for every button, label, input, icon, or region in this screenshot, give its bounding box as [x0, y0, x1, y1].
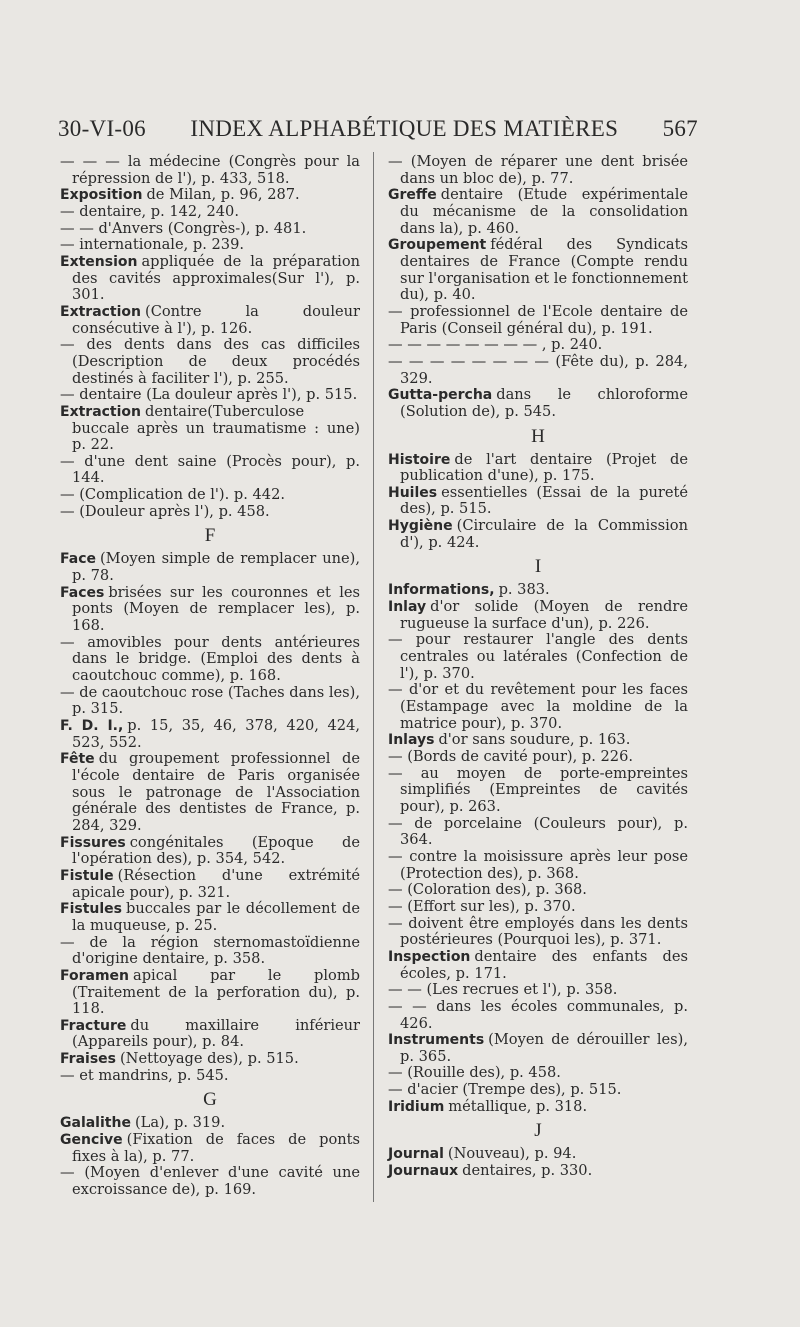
index-entry: [388, 599, 688, 632]
entry-text: — — d'Anvers (Congrès-), p. 481.: [60, 219, 307, 237]
entry-text: — de la région sternomastoïdienne d'origine dentaire, p. 358.: [60, 933, 360, 968]
index-entry: [60, 868, 360, 901]
index-entry: [388, 187, 688, 237]
left-column: [60, 154, 360, 1199]
entry-text: p. 383.: [498, 581, 550, 599]
entry-text: — (Coloration des), p. 368.: [388, 881, 587, 899]
index-subentry: [388, 682, 688, 732]
entry-text: — d'or et du revêtement pour les faces (Estampage avec la moldine de la matrice pour), p. 370.: [388, 681, 688, 732]
index-subentry: [60, 387, 360, 404]
entry-text: fédéral des Syndicats dentaires de France (Compte rendu sur l'organisation et le fonctionnement du), p. 40.: [400, 236, 688, 304]
index-entry: [60, 968, 360, 1018]
index-entry: [388, 387, 688, 420]
entry-text: — et mandrins, p. 545.: [60, 1066, 229, 1084]
entry-text: appliquée de la préparation des cavités approximales(Sur l'), p. 301.: [72, 252, 360, 304]
entry-text: (Contre la douleur consécutive à l'), p. 126.: [72, 302, 360, 337]
entry-text: essentielles (Essai de la pureté des), p. 515.: [400, 483, 688, 518]
index-subentry: [60, 504, 360, 521]
index-entry: [388, 1032, 688, 1065]
index-subentry: [388, 899, 688, 916]
index-entry: [388, 949, 688, 982]
index-entry: [60, 404, 360, 454]
entry-headword: Face: [60, 551, 96, 568]
entry-headword: Groupement: [388, 237, 487, 254]
index-entry: [60, 718, 360, 751]
index-entry: [60, 187, 360, 204]
entry-text: — — dans les écoles communales, p. 426.: [388, 997, 688, 1032]
index-subentry: [60, 1068, 360, 1085]
index-subentry: [388, 999, 688, 1032]
index-entry: [60, 551, 360, 584]
entry-text: apical par le plomb (Traitement de la perforation du), p. 118.: [72, 966, 360, 1018]
entry-headword: Greffe: [388, 187, 437, 204]
entry-text: — internationale, p. 239.: [60, 236, 244, 254]
entry-text: — de caoutchouc rose (Taches dans les), p. 315.: [60, 683, 360, 718]
entry-headword: Journaux: [388, 1163, 459, 1180]
entry-headword: F. D. I.,: [60, 718, 124, 734]
entry-headword: Huiles: [388, 484, 438, 501]
entry-text: dans le chloroforme (Solution de), p. 545.: [400, 386, 688, 420]
entry-headword: Foramen: [60, 967, 130, 984]
entry-text: — — — — — — — — , p. 240.: [388, 336, 603, 354]
index-subentry: [388, 1082, 688, 1099]
index-entry: [388, 1099, 688, 1116]
entry-text: — — — — — — — — (Fête du), p. 284, 329.: [388, 352, 688, 387]
page-title: INDEX ALPHABÉTIQUE DES MATIÈRES: [190, 116, 619, 141]
entry-text: — professionnel de l'Ecole dentaire de Paris (Conseil général du), p. 191.: [388, 302, 688, 337]
entry-text: (Circulaire de la Commission d'), p. 424.: [400, 517, 688, 551]
entry-text: buccales par le décollement de la muqueuse, p. 25.: [72, 900, 360, 934]
entry-text: (Moyen de dérouiller les), p. 365.: [400, 1031, 688, 1065]
entry-text: — (Rouille des), p. 458.: [388, 1064, 561, 1082]
index-subentry: [60, 204, 360, 221]
index-subentry: [388, 749, 688, 766]
entry-headword: Inspection: [388, 948, 471, 965]
entry-text: — (Complication de l'). p. 442.: [60, 486, 286, 504]
entry-headword: Instruments: [388, 1032, 485, 1049]
index-entry: [388, 1163, 688, 1180]
entry-text: congénitales (Epoque de l'opération des), p. 354, 542.: [72, 833, 360, 868]
section-letter: H: [531, 425, 545, 447]
entry-text: — dentaire (La douleur après l'), p. 515.: [60, 386, 358, 404]
index-subentry: [388, 766, 688, 816]
column-divider: [373, 152, 374, 1202]
entry-headword: Inlays: [388, 732, 435, 749]
entry-text: — (Douleur après l'), p. 458.: [60, 502, 270, 520]
entry-headword: Galalithe: [60, 1115, 131, 1132]
entry-text: (Fixation de faces de ponts fixes à la), p. 77.: [72, 1131, 360, 1165]
entry-headword: Fistule: [60, 867, 114, 884]
index-subentry: [388, 816, 688, 849]
issue-date: 30-VI-06: [58, 116, 146, 141]
entry-text: — dentaire, p. 142, 240.: [60, 202, 239, 220]
section-letter: I: [534, 556, 542, 578]
index-subentry: [60, 635, 360, 685]
index-entry: [60, 1115, 360, 1132]
entry-text: — des dents dans des cas difficiles (Description de deux procédés destinés à faciliter l'), p. 255.: [60, 336, 360, 387]
index-entry: [60, 304, 360, 337]
entry-headword: Gutta-percha: [388, 387, 493, 404]
entry-text: — doivent être employés dans les dents postérieures (Pourquoi les), p. 371.: [388, 914, 688, 949]
index-entry: [388, 732, 688, 749]
entry-headword: Fracture: [60, 1017, 127, 1034]
entry-text: — de porcelaine (Couleurs pour), p. 364.: [388, 814, 688, 849]
entry-text: — au moyen de porte-empreintes simplifiés (Empreintes de cavités pour), p. 263.: [388, 764, 688, 815]
entry-text: de Milan, p. 96, 287.: [146, 186, 300, 204]
index-subentry: [388, 354, 688, 387]
entry-headword: Fissures: [60, 834, 126, 851]
entry-headword: Extraction: [60, 403, 142, 420]
entry-text: dentaire des enfants des écoles, p. 171.: [400, 947, 688, 982]
entry-text: de l'art dentaire (Projet de publication d'une), p. 175.: [400, 450, 688, 485]
entry-headword: Fête: [60, 751, 95, 768]
index-subentry: [388, 916, 688, 949]
index-subentry: [60, 935, 360, 968]
index-entry: [388, 452, 688, 485]
index-entry: [60, 254, 360, 304]
entry-text: (Nettoyage des), p. 515.: [119, 1050, 299, 1068]
entry-text: d'or solide (Moyen de rendre rugueuse la surface d'un), p. 226.: [400, 598, 688, 632]
index-entry: [60, 1051, 360, 1068]
entry-text: p. 15, 35, 46, 378, 420, 424, 523, 552.: [72, 717, 360, 751]
index-subentry: [60, 337, 360, 387]
entry-text: du maxillaire inférieur (Appareils pour), p. 84.: [72, 1016, 360, 1051]
index-subentry: [60, 487, 360, 504]
index-entry: [60, 1132, 360, 1165]
index-subentry: [388, 154, 688, 187]
index-subentry: [388, 337, 688, 354]
entry-text: — d'acier (Trempe des), p. 515.: [388, 1081, 622, 1099]
index-entry: [388, 485, 688, 518]
index-entry: [60, 1018, 360, 1051]
entry-text: (La), p. 319.: [134, 1114, 226, 1132]
entry-headword: Exposition: [60, 187, 143, 204]
index-subentry: [388, 632, 688, 682]
section-letter: F: [204, 525, 216, 547]
entry-text: (Résection d'une extrémité apicale pour), p. 321.: [72, 866, 360, 901]
entry-text: — contre la moisissure après leur pose (Protection des), p. 368.: [388, 847, 688, 882]
page-number: 567: [662, 116, 698, 141]
index-subentry: [60, 454, 360, 487]
index-entry: [388, 237, 688, 304]
section-letter: G: [203, 1089, 217, 1111]
entry-text: (Nouveau), p. 94.: [447, 1145, 577, 1163]
index-subentry: [60, 685, 360, 718]
entry-headword: Extension: [60, 253, 138, 270]
entry-text: dentaire (Etude expérimentale du mécanisme de la consolidation dans la), p. 460.: [400, 186, 688, 237]
index-entry: [60, 751, 360, 834]
entry-text: — — — la médecine (Congrès pour la répression de l'), p. 433, 518.: [60, 153, 360, 187]
index-subentry: [60, 1165, 360, 1198]
right-column: [388, 154, 688, 1180]
entry-text: dentaires, p. 330.: [462, 1162, 593, 1180]
entry-headword: Faces: [60, 584, 105, 601]
entry-headword: Fistules: [60, 901, 122, 918]
index-entry: [388, 1146, 688, 1163]
entry-headword: Journal: [388, 1146, 444, 1163]
index-entry: [388, 518, 688, 551]
entry-headword: Iridium: [388, 1098, 445, 1115]
entry-text: — amovibles pour dents antérieures dans le bridge. (Emploi des dents à caoutchouc comme), p. 168.: [60, 633, 360, 685]
entry-text: métallique, p. 318.: [448, 1097, 588, 1115]
entry-headword: Fraises: [60, 1051, 116, 1068]
entry-headword: Informations,: [388, 582, 495, 599]
index-entry: [60, 585, 360, 635]
entry-text: — (Moyen de réparer une dent brisée dans un bloc de), p. 77.: [388, 153, 688, 187]
index-entry: [60, 901, 360, 934]
index-subentry: [388, 882, 688, 899]
entry-text: du groupement professionnel de l'école dentaire de Paris organisée sous le patronage de l'Association générale des dentistes de France, p. 284, 329.: [72, 750, 360, 834]
entry-text: brisées sur les couronnes et les ponts (Moyen de remplacer les), p. 168.: [72, 583, 360, 635]
index-subentry: [60, 221, 360, 238]
entry-text: d'or sans soudure, p. 163.: [438, 731, 631, 749]
entry-headword: Inlay: [388, 599, 427, 616]
entry-text: — pour restaurer l'angle des dents centrales ou latérales (Confection de l'), p. 370.: [388, 631, 688, 682]
index-subentry: [60, 154, 360, 187]
entry-headword: Hygiène: [388, 518, 453, 535]
index-subentry: [388, 849, 688, 882]
entry-text: — (Bords de cavité pour), p. 226.: [388, 748, 634, 765]
page-header: [58, 116, 698, 142]
section-letter: J: [534, 1120, 542, 1142]
index-entry: [60, 835, 360, 868]
index-subentry: [60, 237, 360, 254]
entry-text: dentaire(Tuberculose buccale après un traumatisme : une) p. 22.: [72, 402, 360, 454]
entry-text: — d'une dent saine (Procès pour), p. 144.: [60, 452, 360, 487]
index-entry: [388, 582, 688, 599]
entry-headword: Extraction: [60, 303, 142, 320]
entry-text: — (Moyen d'enlever d'une cavité une excroissance de), p. 169.: [60, 1164, 360, 1199]
index-subentry: [388, 1065, 688, 1082]
index-subentry: [388, 304, 688, 337]
entry-headword: Gencive: [60, 1132, 123, 1149]
entry-text: — — (Les recrues et l'), p. 358.: [388, 981, 618, 999]
entry-text: — (Effort sur les), p. 370.: [388, 897, 576, 915]
entry-text: (Moyen simple de remplacer une), p. 78.: [72, 550, 360, 585]
index-subentry: [388, 982, 688, 999]
entry-headword: Histoire: [388, 451, 451, 468]
